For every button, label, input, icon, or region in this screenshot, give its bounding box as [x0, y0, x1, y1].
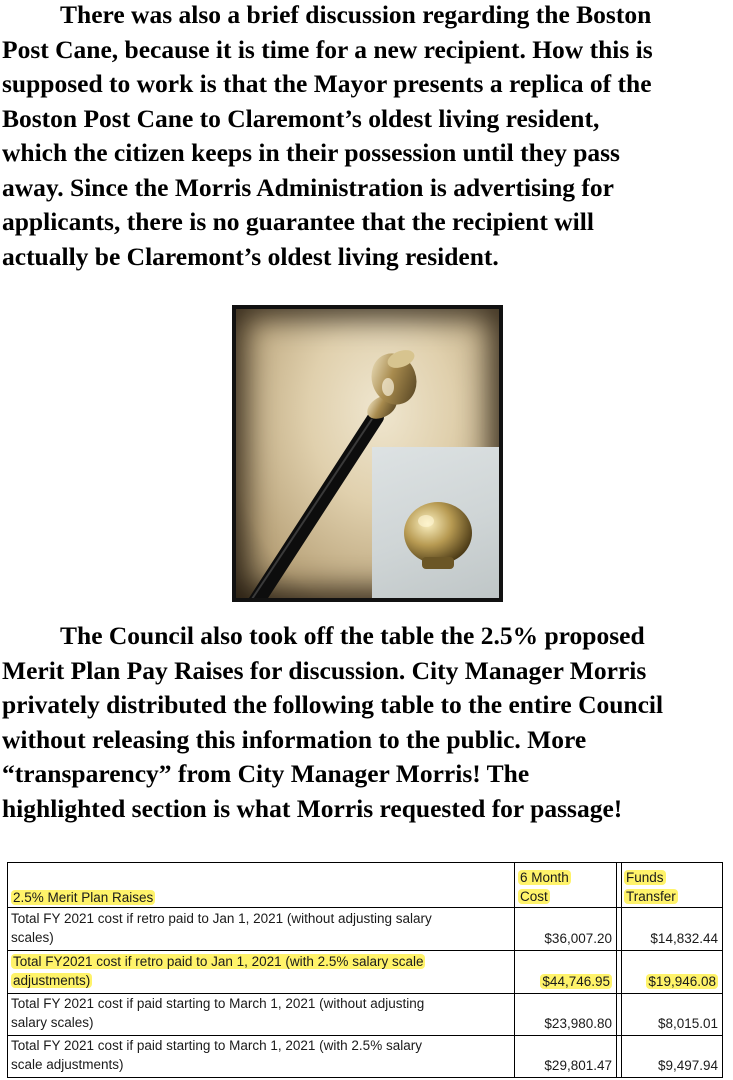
text-line: “transparency” from City Manager Morris! The	[2, 759, 530, 788]
row-description: salary scales)	[11, 1015, 94, 1030]
transfer-value: $19,946.08	[648, 974, 716, 989]
text-line: The Council also took off the table the 2.5% proposed	[60, 621, 645, 650]
text-line: There was also a brief discussion regarding the Boston	[60, 0, 652, 29]
text-line: away. Since the Morris Administration is advertising for	[2, 172, 614, 202]
row-description: scales)	[11, 930, 54, 945]
cane-head-closeup	[372, 447, 499, 598]
row-description: Total FY 2021 cost if paid starting to March 1, 2021 (with 2.5% salary	[11, 1038, 422, 1053]
table-row	[7, 1036, 512, 1074]
table-title: 2.5% Merit Plan Raises	[13, 890, 154, 905]
table-row	[7, 909, 512, 947]
cane-photo-image	[236, 309, 499, 598]
table-row-highlighted	[7, 952, 512, 990]
column-header-transfer: Funds Transfer	[626, 870, 676, 904]
text-line: Boston Post Cane to Claremont’s oldest living resident,	[2, 103, 600, 133]
text-line: Merit Plan Pay Raises for discussion. City Manager Morris	[2, 655, 647, 685]
row-description: Total FY2021 cost if retro paid to Jan 1, 2021 (with 2.5% salary scale	[13, 954, 424, 969]
cost-value: $23,980.80	[544, 1016, 612, 1031]
text-line: highlighted section is what Morris requested for passage!	[2, 793, 623, 823]
table-row	[7, 994, 512, 1032]
text-line: actually be Claremont’s oldest living resident.	[2, 241, 499, 271]
paragraph-boston-post-cane	[2, 0, 732, 274]
row-description: Total FY 2021 cost if paid starting to March 1, 2021 (without adjusting	[11, 996, 425, 1011]
paragraph-merit-plan	[2, 619, 732, 826]
text-line: which the citizen keeps in their possession until they pass	[2, 138, 620, 167]
row-description: adjustments)	[13, 973, 91, 988]
text-line: Post Cane, because it is time for a new recipient. How this is	[2, 34, 653, 64]
transfer-value: $9,497.94	[657, 1058, 718, 1073]
cane-photo	[232, 305, 503, 602]
column-header-cost: 6 Month Cost	[520, 870, 569, 904]
transfer-value: $8,015.01	[657, 1016, 718, 1031]
cost-value: $36,007.20	[544, 931, 612, 946]
cost-value: $29,801.47	[544, 1058, 612, 1073]
merit-plan-table	[7, 862, 723, 1078]
row-description: scale adjustments)	[11, 1057, 124, 1072]
text-line: supposed to work is that the Mayor presents a replica of the	[2, 69, 652, 98]
text-line: applicants, there is no guarantee that the recipient will	[2, 207, 594, 236]
cost-value: $44,746.95	[542, 974, 610, 989]
text-line: privately distributed the following table to the entire Council	[2, 690, 664, 719]
transfer-value: $14,832.44	[650, 931, 718, 946]
row-description: Total FY 2021 cost if retro paid to Jan 1, 2021 (without adjusting salary	[11, 911, 432, 926]
cane-head-illustration	[372, 447, 499, 598]
text-line: without releasing this information to the public. More	[2, 724, 587, 754]
